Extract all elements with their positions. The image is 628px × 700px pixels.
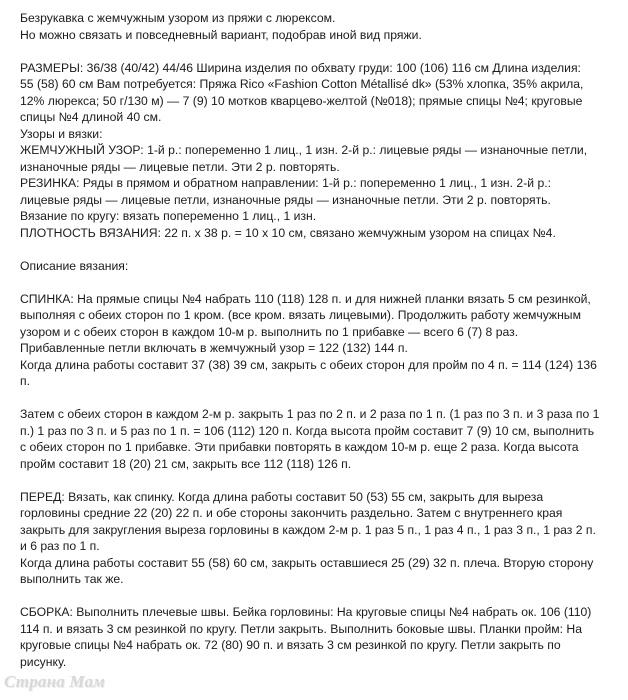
text-line: п. bbox=[20, 374, 30, 388]
paragraph-gap bbox=[20, 390, 620, 407]
assembly-section bbox=[20, 604, 620, 670]
paragraph-gap bbox=[20, 472, 620, 489]
paragraph-gap bbox=[20, 241, 620, 258]
text-line: с обеих сторон по 1 прибавке. Эти прибавки повторять в каждом 10-м р. еще 2 раза. Когда высота bbox=[20, 440, 579, 454]
text-line: ПЕРЕД: Вязать, как спинку. Когда длина работы составит 50 (53) 55 см, закрыть для выреза bbox=[20, 489, 544, 504]
text-line: Вязание по кругу: вязать попеременно 1 лиц., 1 изн. bbox=[20, 209, 317, 223]
description-title bbox=[20, 258, 620, 275]
site-watermark: Страна Мам bbox=[4, 672, 106, 691]
text-line: Затем с обеих сторон в каждом 2-м р. закрыть 1 раз по 2 п. и 2 раза по 1 п. (1 раз по 3 п. и 3 раза по 1 bbox=[20, 407, 600, 421]
paragraph-gap bbox=[20, 274, 620, 291]
text-line: узором и с обеих сторон в каждом 10-м р. выполнить по 1 прибавке — всего 6 (7) 8 раз. bbox=[20, 324, 519, 339]
text-line: ПЛОТНОСТЬ ВЯЗАНИЯ: 22 п. x 38 р. = 10 x 10 см, связано жемчужным узором на спицах №4. bbox=[20, 225, 556, 240]
text-line: круговые спицы №4 набрать ок. 72 (80) 90 п. и вязать 3 см резинкой по кругу. Петли закрыть по bbox=[20, 638, 561, 652]
text-line: РАЗМЕРЫ: 36/38 (40/42) 44/46 Ширина изделия по обхвату груди: 100 (106) 116 см Длина изделия: bbox=[20, 60, 581, 75]
document-body bbox=[20, 10, 620, 670]
text-line: Когда длина работы составит 37 (38) 39 см, закрыть с обеих сторон для пройм по 4 п. = 114 (124) 136 bbox=[20, 357, 597, 372]
text-line: Прибавленные петли включать в жемчужный узор = 122 (132) 144 п. bbox=[20, 341, 408, 355]
text-line: п.) 1 раз по 3 п. и 5 раз по 1 п. = 106 (112) 120 п. Когда высота пройм составит 7 (9) 10 см, выполнить bbox=[20, 423, 595, 438]
front-section bbox=[20, 489, 620, 588]
sizes-block bbox=[20, 60, 620, 242]
paragraph-gap bbox=[20, 588, 620, 605]
text-line: лицевые ряды — лицевые петли, изнаночные ряды — изнаночные петли. Эти 2 р. повторять. bbox=[20, 192, 551, 207]
text-line: и 6 раз по 1 п. bbox=[20, 539, 100, 553]
text-line: выполнить так же. bbox=[20, 572, 124, 586]
text-line: закрыть для закругления выреза горловины в каждом 2-м р. 1 раз 5 п., 1 раз 4 п., 1 раз 3 п., 1 раз 2 п. bbox=[20, 522, 596, 537]
text-line: 114 п. и вязать 3 см резинкой по кругу. Петли закрыть. Выполнить боковые швы. Планки пройм: На bbox=[20, 621, 582, 636]
text-line: 55 (58) 60 см Вам потребуется: Пряжа Rico «Fashion Cotton Métallisé dk» (53% хлопка, 35% акрила, bbox=[20, 77, 584, 91]
text-line: РЕЗИНКА: Ряды в прямом и обратном направлении: 1-й р.: попеременно 1 лиц., 1 изн. 2-й р.: bbox=[20, 176, 552, 190]
back-continued-section bbox=[20, 406, 620, 472]
text-line: 12% люрекса; 50 г/130 м) — 7 (9) 10 мотков кварцево-желтой (№018); прямые спицы №4; круговые bbox=[20, 93, 583, 108]
paragraph-gap bbox=[20, 43, 620, 60]
text-line: спицы №4 длиной 40 см. bbox=[20, 110, 162, 124]
text-line: горловины средние 22 (20) 22 п. и обе стороны закончить раздельно. Затем с внутреннего края bbox=[20, 506, 563, 520]
text-line: СБОРКА: Выполнить плечевые швы. Бейка горловины: На круговые спицы №4 набрать ок. 106 (110) bbox=[20, 605, 592, 619]
intro-block bbox=[20, 10, 620, 43]
text-line: Узоры и вязки: bbox=[20, 126, 103, 141]
text-line: СПИНКА: На прямые спицы №4 набрать 110 (118) 128 п. и для нижней планки вязать 5 см резинкой, bbox=[20, 291, 591, 306]
section-heading: Описание вязания: bbox=[20, 258, 129, 273]
text-line: Когда длина работы составит 55 (58) 60 см, закрыть оставшиеся 25 (29) 32 п. плеча. Вторую сторону bbox=[20, 555, 594, 570]
back-section bbox=[20, 291, 620, 390]
text-line: ЖЕМЧУЖНЫЙ УЗОР: 1-й р.: попеременно 1 лиц., 1 изн. 2-й р.: лицевые ряды — изнаночные петли, bbox=[20, 143, 588, 157]
text-line: Безрукавка с жемчужным узором из пряжи с люрексом. bbox=[20, 11, 336, 25]
text-line: выполняя с обеих сторон по 1 кром. (все кром. вязать лицевыми). Продолжить работу жемчужным bbox=[20, 308, 581, 322]
text-line: изнаночные ряды — лицевые петли. Эти 2 р. повторять. bbox=[20, 159, 340, 174]
text-line: рисунку. bbox=[20, 654, 67, 669]
text-line: Но можно связать и повседневный вариант, подобрав иной вид пряжи. bbox=[20, 27, 422, 42]
text-line: пройм составит 18 (20) 21 см, закрыть все 112 (118) 126 п. bbox=[20, 456, 352, 471]
